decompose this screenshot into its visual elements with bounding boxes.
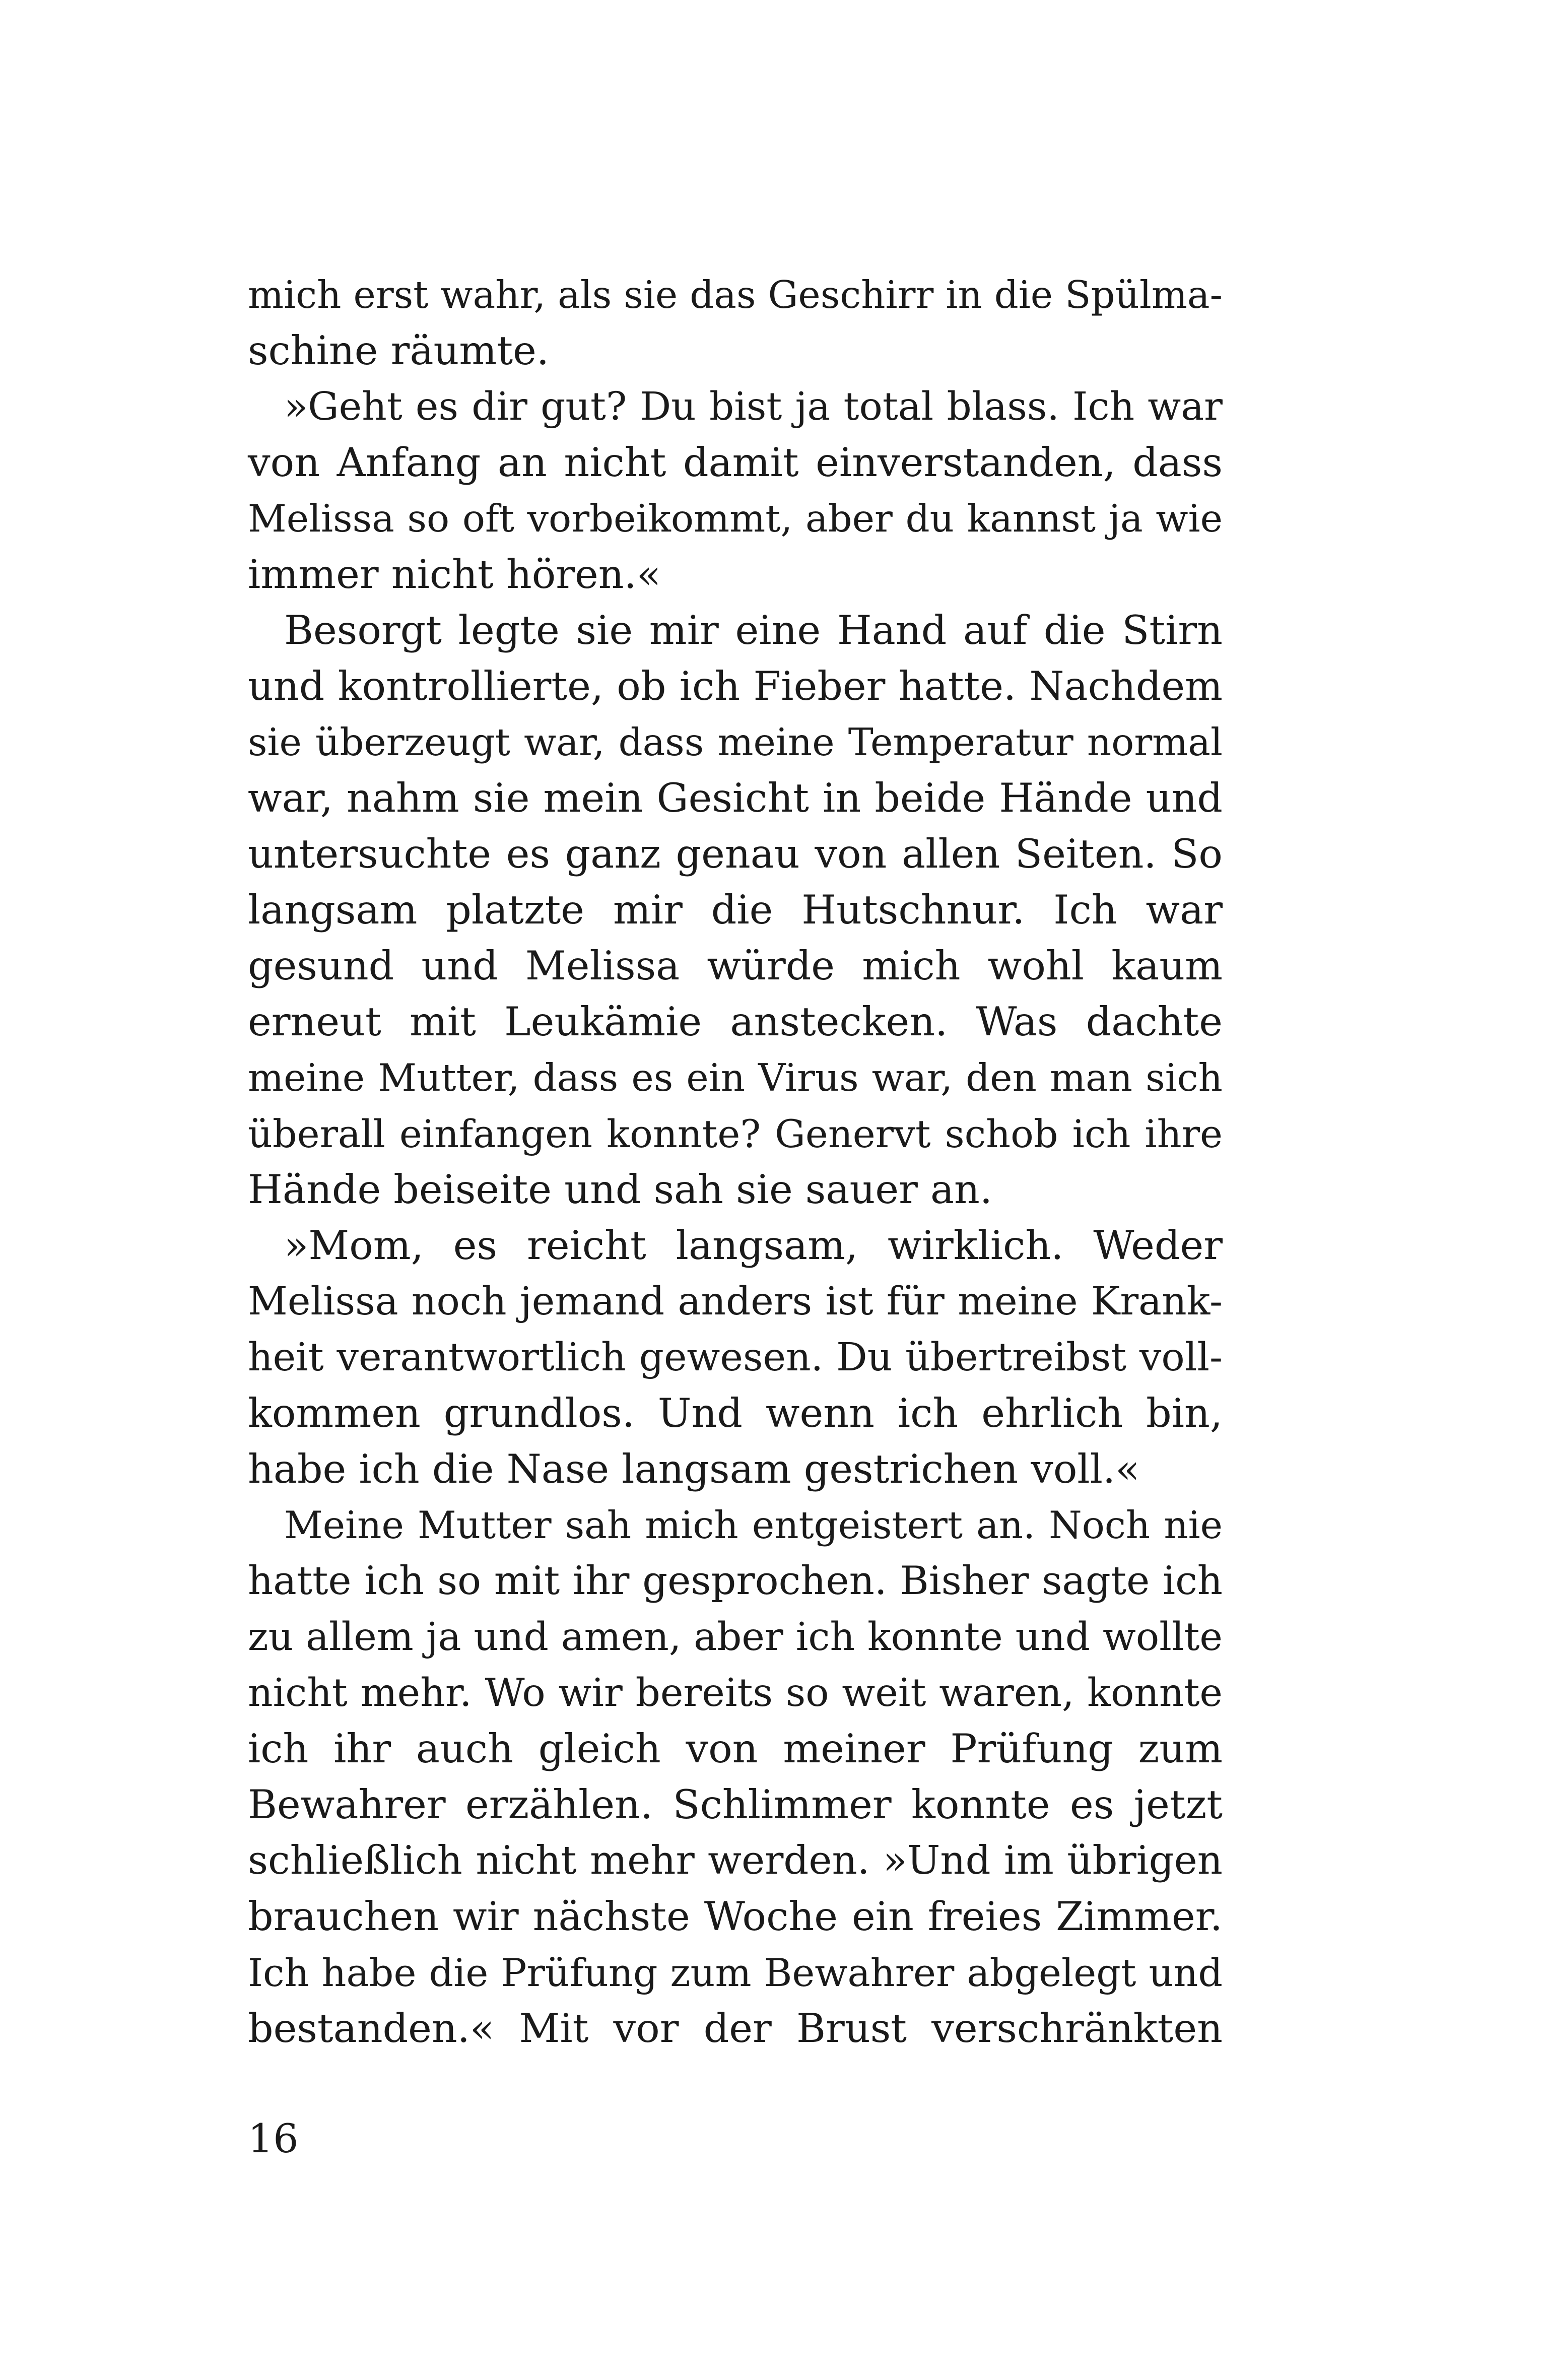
text-line: Besorgt legte sie mir eine Hand auf die Stirn xyxy=(284,607,1223,653)
body-text xyxy=(248,267,1223,2057)
text-line: brauchen wir nächste Woche ein freies Zimmer. xyxy=(248,1893,1223,1940)
text-line: kommen grundlos. Und wenn ich ehrlich bin, xyxy=(248,1390,1223,1436)
text-line: Ich habe die Prüfung zum Bewahrer abgelegt und xyxy=(248,1950,1223,1995)
text-line: untersuchte es ganz genau von allen Seiten. So xyxy=(248,831,1223,877)
text-line: hatte ich so mit ihr gesprochen. Bisher sagte ich xyxy=(248,1558,1223,1604)
text-line: langsam platzte mir die Hutschnur. Ich war xyxy=(248,887,1223,933)
text-line: von Anfang an nicht damit einverstanden, dass xyxy=(248,439,1223,486)
text-line: ich ihr auch gleich von meiner Prüfung zum xyxy=(248,1726,1223,1772)
text-line: mich erst wahr, als sie das Geschirr in die Spülma- xyxy=(248,273,1223,317)
text-line: habe ich die Nase langsam gestrichen voll.« xyxy=(248,1446,1140,1492)
text-line: »Mom, es reicht langsam, wirklich. Weder xyxy=(284,1222,1223,1269)
text-line: nicht mehr. Wo wir bereits so weit waren, konnte xyxy=(248,1671,1223,1715)
text-line: immer nicht hören.« xyxy=(248,551,661,598)
text-line: erneut mit Leukämie anstecken. Was dachte xyxy=(248,999,1223,1045)
text-line: Melissa so oft vorbeikommt, aber du kannst ja wie xyxy=(248,496,1223,541)
text-line: schine räumte. xyxy=(248,327,549,374)
text-line: war, nahm sie mein Gesicht in beide Hände und xyxy=(248,775,1223,821)
text-line: Meine Mutter sah mich entgeistert an. Noch nie xyxy=(284,1503,1223,1547)
text-line: »Geht es dir gut? Du bist ja total blass. Ich war xyxy=(284,384,1223,429)
text-line: Hände beiseite und sah sie sauer an. xyxy=(248,1166,993,1213)
text-line: überall einfangen konnte? Genervt schob ich ihre xyxy=(248,1111,1223,1156)
text-line: sie überzeugt war, dass meine Temperatur normal xyxy=(248,720,1223,764)
text-line: zu allem ja und amen, aber ich konnte und wollte xyxy=(248,1615,1223,1660)
text-line: und kontrollierte, ob ich Fieber hatte. Nachdem xyxy=(248,663,1223,709)
page-number: 16 xyxy=(248,2115,299,2162)
text-line: Bewahrer erzählen. Schlimmer konnte es jetzt xyxy=(248,1781,1223,1828)
text-line: schließlich nicht mehr werden. »Und im übrigen xyxy=(248,1838,1223,1883)
text-line: gesund und Melissa würde mich wohl kaum xyxy=(248,943,1223,989)
text-line: Melissa noch jemand anders ist für meine Krank- xyxy=(248,1279,1223,1324)
text-line: meine Mutter, dass es ein Virus war, den man sich xyxy=(248,1055,1223,1100)
text-line: bestanden.« Mit vor der Brust verschränkten xyxy=(248,2005,1223,2052)
text-line: heit verantwortlich gewesen. Du übertreibst voll- xyxy=(248,1335,1223,1380)
